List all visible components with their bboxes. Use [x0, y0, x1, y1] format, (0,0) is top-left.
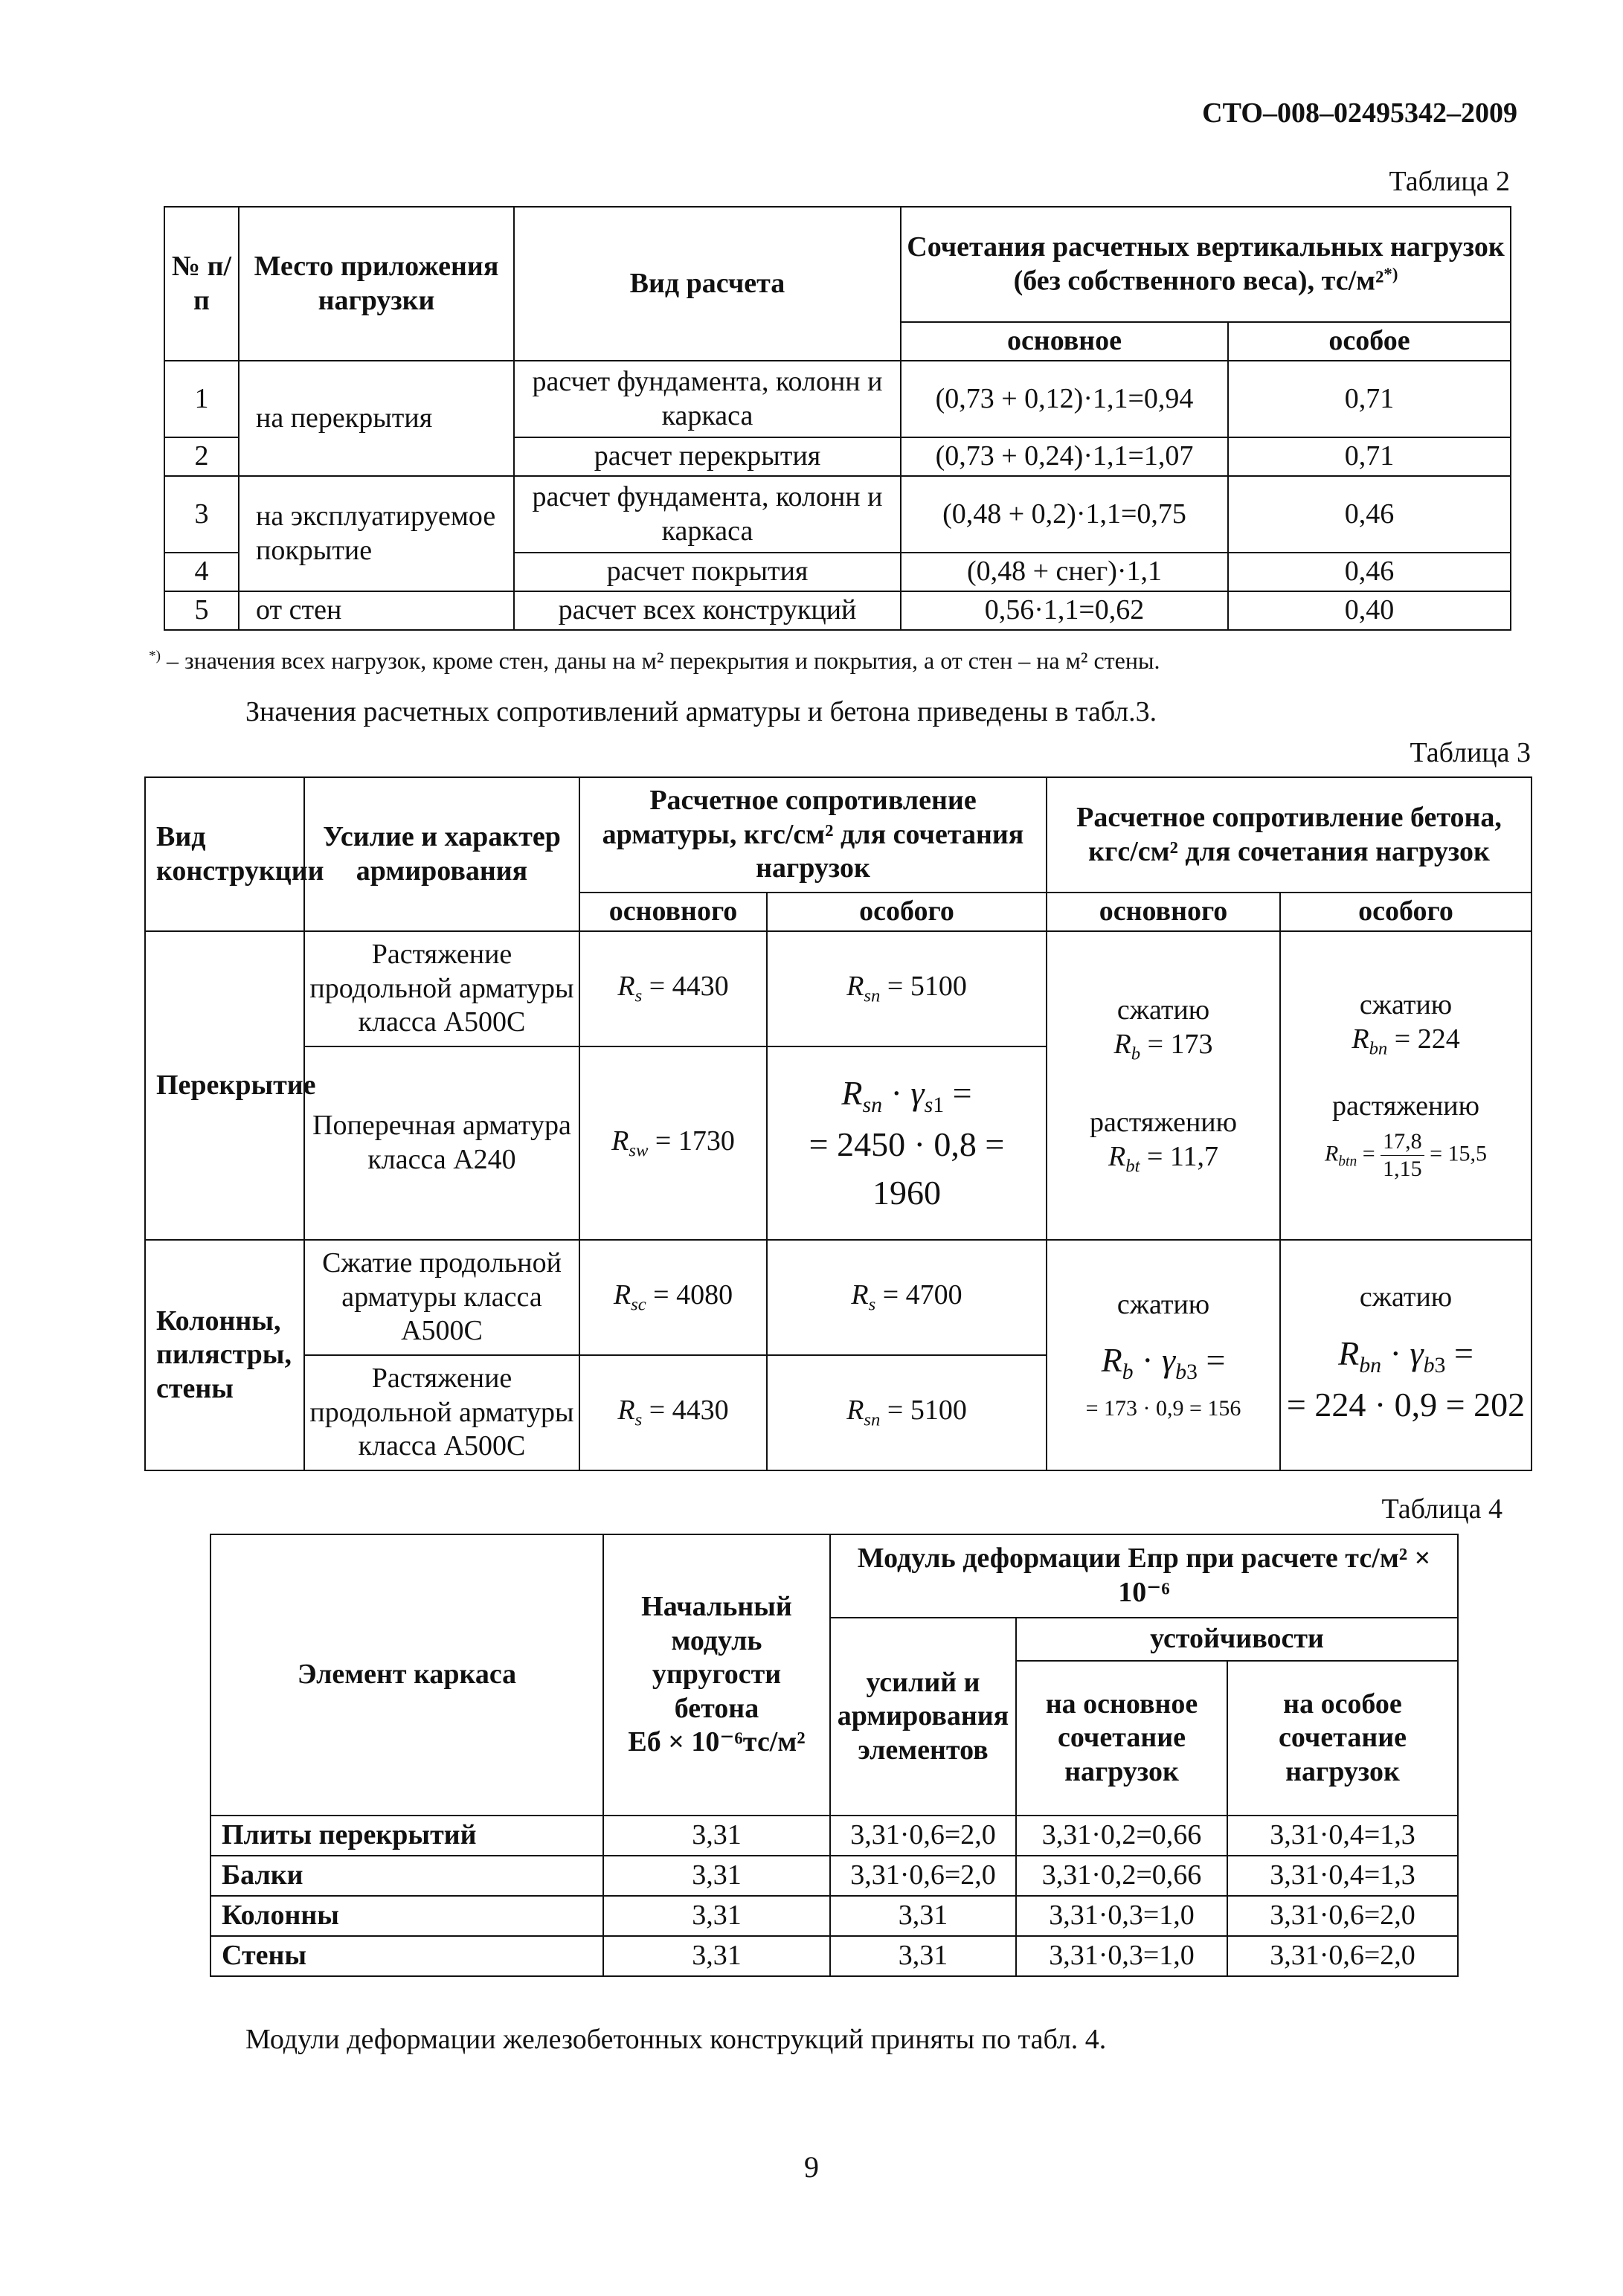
- t2-place: на перекрытия: [239, 361, 514, 476]
- t2-main: (0,48 + 0,2)·1,1=0,75: [901, 476, 1228, 553]
- t4-initial: 3,31: [603, 1896, 830, 1936]
- t3-kind-slab: Перекрытие: [145, 931, 304, 1240]
- table4: [210, 1534, 1459, 1977]
- t4-header-element: Элемент каркаса: [210, 1534, 603, 1816]
- t3-header-rebar: Расчетное сопротивление арматуры, кгс/см² для сочетания нагрузок: [579, 777, 1047, 893]
- t2-header-special: особое: [1228, 322, 1511, 361]
- t2-header-place: Место приложения нагрузки: [239, 207, 514, 361]
- table2-caption: Таблица 2: [1389, 166, 1510, 197]
- t2-header-group: Сочетания расчетных вертикальных нагрузок (без собственного веса), тс/м²*): [901, 207, 1511, 322]
- t3-rsn: $R_{sn} = 5100$: [767, 1355, 1047, 1470]
- t4-initial: 3,31: [603, 1816, 830, 1856]
- t3-compression-label: сжатию: [1359, 989, 1453, 1021]
- t4-header-stab-main: на основное сочетание нагрузок: [1016, 1661, 1227, 1816]
- t4-forces: 3,31·0,6=2,0: [830, 1856, 1016, 1896]
- t3-rs: $R_s = 4430$: [579, 931, 767, 1046]
- table3: [144, 776, 1532, 1471]
- t2-special: 0,71: [1228, 437, 1511, 476]
- table3-caption: Таблица 3: [1410, 737, 1531, 768]
- t3-concrete-special-slab: сжатию $R_{bn} = 224$ растяжению $R_{btn}$ = $\frac{17,8}{1,15}$ = 15,5: [1280, 931, 1532, 1240]
- t3-rsn-gamma: $R_{sn} \cdot \gamma_{s1}$ = = 2450 · 0,8 = 1960: [767, 1046, 1047, 1240]
- t3-header-special: особого: [1280, 893, 1532, 931]
- t2-place: на эксплуатируемое покрытие: [239, 476, 514, 591]
- t2-header-num: № п/п: [164, 207, 239, 361]
- t4-header-stability: устойчивости: [1016, 1618, 1458, 1661]
- t3-tension-label: растяжению: [1332, 1090, 1480, 1122]
- t2-special: 0,46: [1228, 553, 1511, 591]
- t4-forces: 3,31·0,6=2,0: [830, 1816, 1016, 1856]
- t2-main: (0,48 + снег)·1,1: [901, 553, 1228, 591]
- t3-compression-label: сжатию: [1116, 994, 1210, 1026]
- t4-main: 3,31·0,3=1,0: [1016, 1896, 1227, 1936]
- t4-forces: 3,31: [830, 1896, 1016, 1936]
- t2-num: 5: [164, 591, 239, 630]
- t3-header-force: Усилие и характер армирования: [304, 777, 579, 931]
- t3-compression-label: сжатию: [1116, 1288, 1210, 1320]
- t4-header-forces: усилий и армирования элементов: [830, 1618, 1016, 1816]
- t4-special: 3,31·0,6=2,0: [1227, 1936, 1458, 1976]
- t4-special: 3,31·0,6=2,0: [1227, 1896, 1458, 1936]
- t2-header-calc: Вид расчета: [514, 207, 901, 361]
- t4-header-initial-unit: Eб × 10⁻⁶тс/м²: [628, 1726, 806, 1758]
- t4-main: 3,31·0,2=0,66: [1016, 1816, 1227, 1856]
- t3-kind-columns: Колонны, пилястры, стены: [145, 1240, 304, 1470]
- t3-rs2: $R_s = 4700$: [767, 1240, 1047, 1355]
- t2-calc: расчет фундамента, колонн и каркаса: [514, 361, 901, 437]
- table4-caption: Таблица 4: [1381, 1493, 1503, 1525]
- t2-special: 0,40: [1228, 591, 1511, 630]
- t3-concrete-main-col: сжатию $R_b \cdot \gamma_{b3}$ = = 173 · 0,9 = 156: [1047, 1240, 1280, 1470]
- t2-num: 2: [164, 437, 239, 476]
- paragraph-table4-note: Модули деформации железобетонных конструкций приняты по табл. 4.: [245, 2024, 1107, 2055]
- t4-special: 3,31·0,4=1,3: [1227, 1856, 1458, 1896]
- t3-rsc: $R_{sc} = 4080$: [579, 1240, 767, 1355]
- t3-tension-label: растяжению: [1090, 1107, 1238, 1138]
- t2-calc: расчет перекрытия: [514, 437, 901, 476]
- t4-header-group: Модуль деформации Eпр при расчете тс/м² × 10⁻⁶: [830, 1534, 1458, 1618]
- t4-forces: 3,31: [830, 1936, 1016, 1976]
- page-number: 9: [804, 2150, 819, 2184]
- t4-header-initial: Начальный модуль упругости бетона Eб × 10⁻⁶тс/м²: [603, 1534, 830, 1816]
- t4-main: 3,31·0,2=0,66: [1016, 1856, 1227, 1896]
- t2-special: 0,71: [1228, 361, 1511, 437]
- t4-element: Колонны: [210, 1896, 603, 1936]
- t2-calc: расчет покрытия: [514, 553, 901, 591]
- t3-force: Растяжение продольной арматуры класса А500С: [304, 1355, 579, 1470]
- t3-concrete-special-col: сжатию $R_{bn} \cdot \gamma_{b3}$ = = 224 · 0,9 = 202: [1280, 1240, 1532, 1470]
- t4-element: Балки: [210, 1856, 603, 1896]
- t3-force: Сжатие продольной арматуры класса А500С: [304, 1240, 579, 1355]
- t4-header-stab-special: на особое сочетание нагрузок: [1227, 1661, 1458, 1816]
- t4-main: 3,31·0,3=1,0: [1016, 1936, 1227, 1976]
- t2-header-main: основное: [901, 322, 1228, 361]
- t3-force: Растяжение продольной арматуры класса А500С: [304, 931, 579, 1046]
- t2-main: (0,73 + 0,24)·1,1=1,07: [901, 437, 1228, 476]
- t3-header-concrete: Расчетное сопротивление бетона, кгс/см² для сочетания нагрузок: [1047, 777, 1532, 893]
- t3-concrete-main-slab: сжатию $R_b = 173$ растяжению $R_{bt} = 11,7$: [1047, 931, 1280, 1240]
- t2-num: 3: [164, 476, 239, 553]
- t3-header-main: основного: [1047, 893, 1280, 931]
- t3-header-main: основного: [579, 893, 767, 931]
- t2-num: 1: [164, 361, 239, 437]
- t2-num: 4: [164, 553, 239, 591]
- t2-place: от стен: [239, 591, 514, 630]
- t2-main: 0,56·1,1=0,62: [901, 591, 1228, 630]
- t4-element: Стены: [210, 1936, 603, 1976]
- t4-initial: 3,31: [603, 1936, 830, 1976]
- t2-main: (0,73 + 0,12)·1,1=0,94: [901, 361, 1228, 437]
- t4-initial: 3,31: [603, 1856, 830, 1896]
- table2: [164, 206, 1511, 631]
- t3-compression-label: сжатию: [1359, 1282, 1453, 1313]
- t3-force: Поперечная арматура класса А240: [304, 1046, 579, 1240]
- t2-calc: расчет всех конструкций: [514, 591, 901, 630]
- t3-header-kind: Вид конструкции: [145, 777, 304, 931]
- t4-special: 3,31·0,4=1,3: [1227, 1816, 1458, 1856]
- table2-footnote: *) – значения всех нагрузок, кроме стен, даны на м² перекрытия и покрытия, а от стен – на м² стены.: [149, 647, 1160, 674]
- paragraph-table3-intro: Значения расчетных сопротивлений арматуры и бетона приведены в табл.3.: [245, 696, 1157, 727]
- document-code: СТО–008–02495342–2009: [1202, 97, 1517, 129]
- t3-rs: $R_s = 4430$: [579, 1355, 767, 1470]
- t2-special: 0,46: [1228, 476, 1511, 553]
- t3-rsn: $R_{sn} = 5100$: [767, 931, 1047, 1046]
- t4-element: Плиты перекрытий: [210, 1816, 603, 1856]
- t3-rsw: $R_{sw} = 1730$: [579, 1046, 767, 1240]
- t2-calc: расчет фундамента, колонн и каркаса: [514, 476, 901, 553]
- t3-header-special: особого: [767, 893, 1047, 931]
- t3-rbtn-formula: $R_{btn}$ = $\frac{17,8}{1,15}$ = 15,5: [1324, 1128, 1488, 1181]
